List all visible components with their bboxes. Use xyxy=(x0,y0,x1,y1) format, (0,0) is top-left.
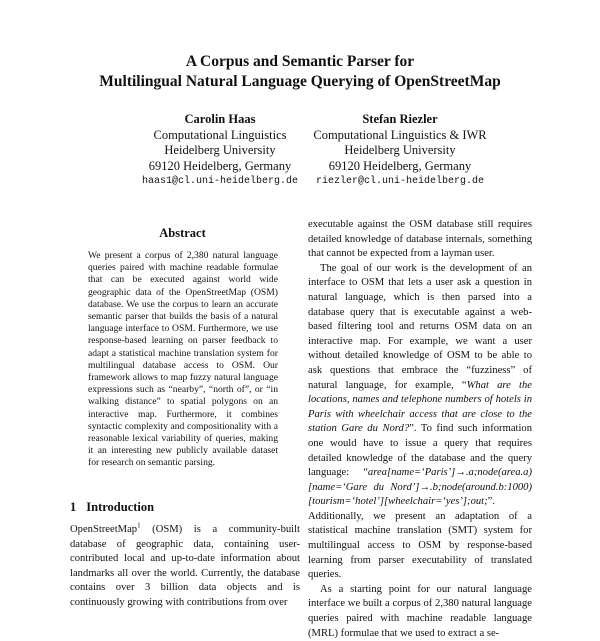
intro-word: OpenStreetMap xyxy=(70,524,138,535)
author-block-2 xyxy=(290,112,510,190)
paper-title xyxy=(0,52,600,92)
section-number: 1 xyxy=(70,500,77,514)
right-paragraph-2 xyxy=(308,262,532,583)
author-email: riezler@cl.uni-heidelberg.de xyxy=(315,176,485,187)
author-name: Carolin Haas xyxy=(184,112,256,126)
right-paragraph-1: executable against the OSM database still requires detailed knowledge of database internals, something that cannot be expected from a layman user. xyxy=(308,219,532,260)
abstract-text: We present a corpus of 2,380 natural language queries paired with machine readable formulae that can be executed against world wide geographic data of the OpenStreetMap (OSM) database. We use the corpus to learn an accurate semantic parser that builds the basis of a natural language interface to OSM. Furthermore, we use response-based learning on parser feedback to adapt a statistical machine translation system for multilingual database access to OSM. Our framework allows to map fuzzy natural language expressions such as “nearby”, “north of”, or “in walking distance” to spatial polygons on an interactive map. Furthermore, it combines syntactic complexity and compositionality with a reasonable lexical variability of queries, making it an interesting new publicly available dataset for research on semantic parsing. xyxy=(88,250,278,469)
example-query: area[name=‘Paris’]→.a;node(area.a)[name=‘Gare du Nord’]→.b;node(around.b:1000)[tourism=‘hotel’][wheelchair=‘yes’];out; xyxy=(308,467,532,508)
author-address: 69120 Heidelberg, Germany xyxy=(328,158,472,173)
author-institution: Heidelberg University xyxy=(164,143,276,157)
right-column xyxy=(308,218,532,641)
section-title: Introduction xyxy=(86,500,155,514)
abstract-heading: Abstract xyxy=(159,226,206,240)
paragraph-text: ”. Additionally, we present an adaptation of a statistical machine translation (SMT) system for multilingual access to OSM by response-based learning from parser executability of translated queries. xyxy=(308,496,532,581)
author-email: haas1@cl.uni-heidelberg.de xyxy=(141,176,299,187)
intro-text: (OSM) is a community-built database of geographic data, containing user-contributed local and up-to-date information about landmarks all over the world. Currently, the database contains over 3 billion data objects and is continuously growing with contributions from over xyxy=(70,524,300,608)
author-address: 69120 Heidelberg, Germany xyxy=(148,158,292,173)
author-affiliation: Computational Linguistics & IWR xyxy=(313,127,487,142)
title-line-2: Multilingual Natural Language Querying of OpenStreetMap xyxy=(99,73,501,90)
example-question: What are the locations, names and telephone numbers of hotels in Paris with wheelchair access that are close to the station Gare du Nord? xyxy=(308,379,532,435)
title-line-1: A Corpus and Semantic Parser for xyxy=(185,53,415,70)
section-heading xyxy=(70,500,154,515)
footnote-marker: 1 xyxy=(137,521,141,530)
paragraph-text: The goal of our work is the development of an interface to OSM that lets a user ask a question in natural language, which is then parsed into a database query that is executable against a web-based filtering tool and returns OSM data on an interactive map. For example, we want a user without detailed knowledge of OSM to be able to ask questions that embrace the “fuzziness” of natural language, for example, “ xyxy=(308,262,532,391)
intro-paragraph xyxy=(70,523,300,611)
author-name: Stefan Riezler xyxy=(362,112,438,126)
author-institution: Heidelberg University xyxy=(344,143,456,157)
paragraph-text: ”. To find such information one would have to issue a query that requires detailed knowledge of the database and the query language: “ xyxy=(308,423,532,479)
right-paragraph-3: As a starting point for our natural language interface we built a corpus of 2,380 natural language queries paired with machine readable language (MRL) formulae that we used to extract a se- xyxy=(308,583,532,639)
author-affiliation: Computational Linguistics xyxy=(153,127,287,142)
